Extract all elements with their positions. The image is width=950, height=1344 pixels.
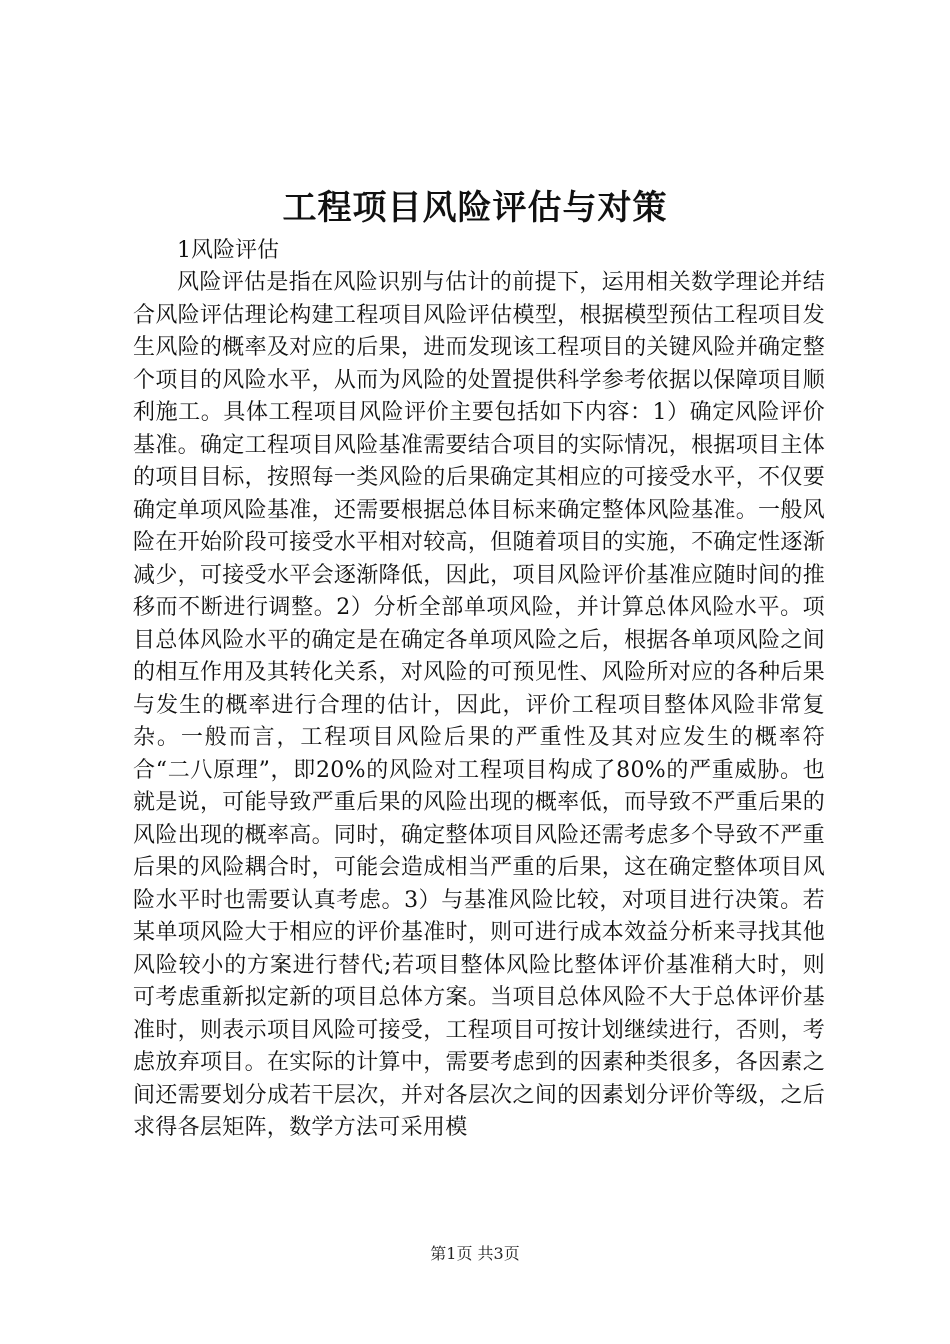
page-title: 工程项目风险评估与对策 <box>282 188 668 228</box>
body-paragraph: 风险评估是指在风险识别与估计的前提下，运用相关数学理论并结合风险评估理论构建工程项目风险评估模型，根据模型预估工程项目发生风险的概率及对应的后果，进而发现该工程项目的关键风险并确定整个项目的风险水平，从而为风险的处置提供科学参考依据以保障项目顺利施工。具体工程项目风险评价主要包括如下内容：1）确定风险评价基准。确定工程项目风险基准需要结合项目的实际情况，根据项目主体的项目目标，按照每一类风险的后果确定其相应的可接受水平，不仅要确定单项风险基准，还需要根据总体目标来确定整体风险基准。一般风险在开始阶段可接受水平相对较高，但随着项目的实施，不确定性逐渐减少，可接受水平会逐渐降低，因此，项目风险评价基准应随时间的推移而不断进行调整。2）分析全部单项风险，并计算总体风险水平。项目总体风险水平的确定是在确定各单项风险之后，根据各单项风险之间的相互作用及其转化关系，对风险的可预见性、风险所对应的各种后果与发生的概率进行合理的估计，因此，评价工程项目整体风险非常复杂。一般而言，工程项目风险后果的严重性及其对应发生的概率符合“二八原理”，即20%的风险对工程项目构成了80%的严重威胁。也就是说，可能导致严重后果的风险出现的概率低，而导致不严重后果的风险出现的概率高。同时，确定整体项目风险还需考虑多个导致不严重后果的风险耦合时，可能会造成相当严重的后果，这在确定整体项目风险水平时也需要认真考虑。3）与基准风险比较，对项目进行决策。若某单项风险大于相应的评价基准时，则可进行成本效益分析来寻找其他风险较小的方案进行替代;若项目整体风险比整体评价基准稍大时，则可考虑重新拟定新的项目总体方案。当项目总体风险不大于总体评价基准时，则表示项目风险可接受，工程项目可按计划继续进行，否则，考虑放弃项目。在实际的计算中，需要考虑到的因素种类很多，各因素之间还需要划分成若干层次，并对各层次之间的因素划分评价等级，之后求得各层矩阵，数学方法可采用模 <box>133 270 825 1140</box>
page-number-footer: 第1页 共3页 <box>430 1244 520 1263</box>
section-heading: 1风险评估 <box>177 238 279 263</box>
